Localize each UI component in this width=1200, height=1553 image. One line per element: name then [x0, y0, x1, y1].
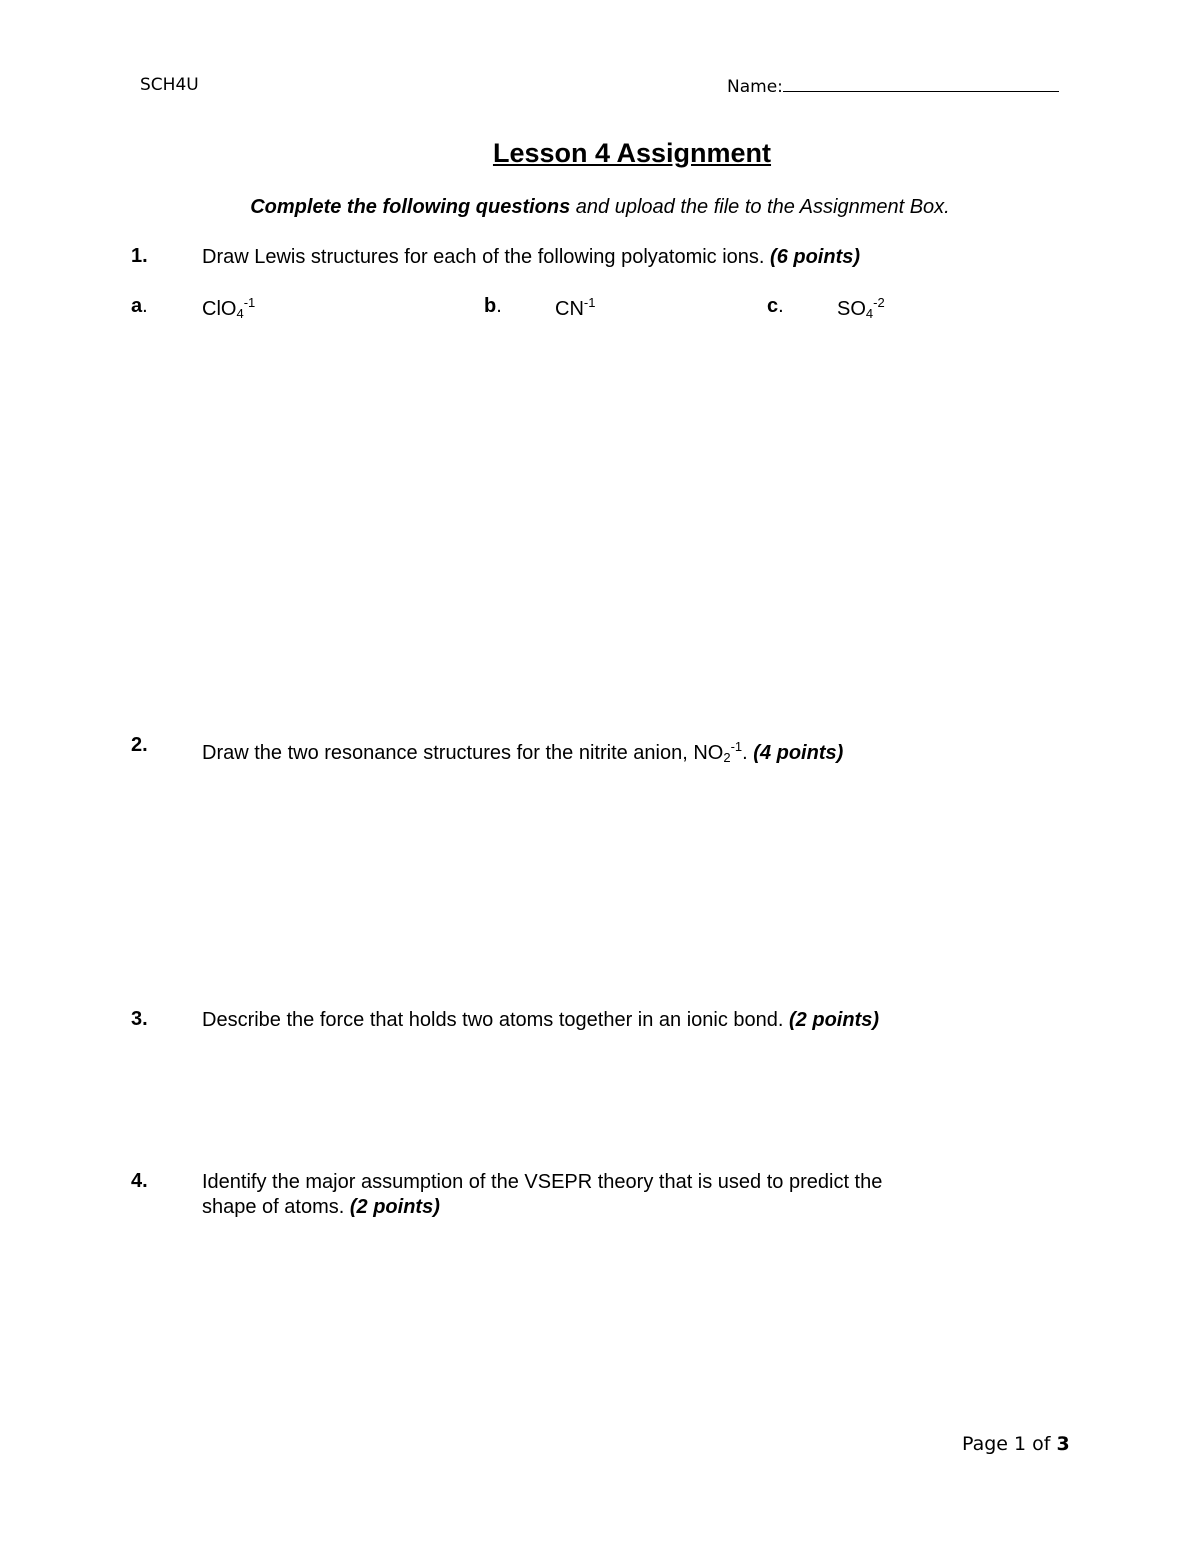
name-field [727, 75, 1059, 97]
name-blank-line [783, 75, 1059, 92]
part-c-ion: $SO_4^{-2}$ [837, 295, 885, 321]
question-1-points: (6 points) [770, 246, 861, 268]
question-4-text [202, 1170, 882, 1220]
question-4-number: 4. [131, 1170, 148, 1192]
part-c-label: c. [767, 295, 784, 317]
question-4-points: (2 points) [349, 1196, 440, 1218]
question-2-prompt: Draw the two resonance structures for the nitrite anion, NO [202, 742, 724, 764]
instructions-bold: Complete the following questions [250, 196, 571, 218]
question-3-prompt: Describe the force that holds two atoms together in an ionic bond. [202, 1009, 790, 1031]
question-1-text [202, 245, 860, 270]
question-4-line-2: shape of atoms. (2 points) [202, 1196, 440, 1218]
question-3-number: 3. [131, 1008, 148, 1030]
part-a-ion: ClO$_4^{-1}$ [202, 295, 256, 321]
question-2-text: Draw the two resonance structures for the nitrite anion, $NO_2^{-1}$. (4 points) [202, 739, 844, 765]
question-4-line-1: Identify the major assumption of the VSEPR theory that is used to predict the [202, 1171, 883, 1193]
question-3-points: (2 points) [789, 1009, 880, 1031]
course-code: SCH4U [140, 75, 199, 95]
question-3-text [202, 1008, 879, 1033]
question-2-points: (4 points) [753, 742, 844, 764]
instructions-rest: and upload the file to the Assignment Box. [570, 196, 950, 218]
page-title: Lesson 4 Assignment [492, 138, 772, 168]
instructions [0, 196, 1200, 219]
part-a-label: a. [131, 295, 148, 317]
part-b-ion: $CN^{-1}$ [555, 295, 596, 320]
name-label: Name: [727, 77, 783, 97]
question-1-number: 1. [131, 245, 148, 267]
page-number: Page 1 of 3 [962, 1433, 1070, 1455]
part-b-label: b. [484, 295, 502, 317]
question-1-prompt: Draw Lewis structures for each of the following polyatomic ions. [202, 246, 771, 268]
question-2-number: 2. [131, 734, 148, 756]
